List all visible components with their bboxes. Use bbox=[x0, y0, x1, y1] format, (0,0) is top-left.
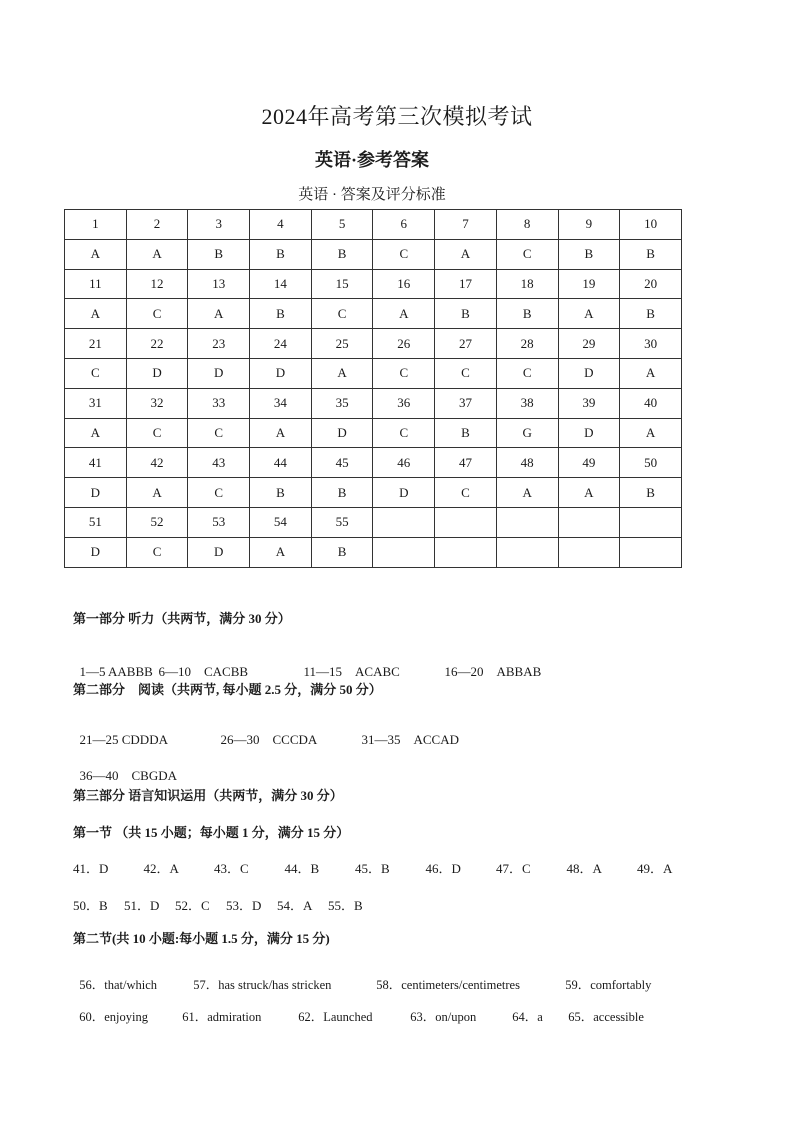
table-cell: A bbox=[435, 239, 497, 269]
table-cell: 11 bbox=[65, 269, 127, 299]
table-cell: 27 bbox=[435, 329, 497, 359]
part1-answers bbox=[73, 645, 541, 680]
table-cell: C bbox=[188, 418, 250, 448]
table-cell: A bbox=[250, 537, 312, 567]
answer-item: 45．B bbox=[355, 861, 390, 876]
table-cell: A bbox=[126, 478, 188, 508]
table-cell: 32 bbox=[126, 388, 188, 418]
table-cell: D bbox=[126, 358, 188, 388]
answer-item: 64．a bbox=[512, 1010, 543, 1024]
table-cell: 18 bbox=[496, 269, 558, 299]
table-cell: A bbox=[188, 299, 250, 329]
table-cell: 23 bbox=[188, 329, 250, 359]
table-cell: 24 bbox=[250, 329, 312, 359]
table-cell: A bbox=[558, 478, 620, 508]
answer-group: 1—5 AABBB bbox=[79, 664, 153, 679]
table-cell: C bbox=[188, 478, 250, 508]
table-cell: 21 bbox=[65, 329, 127, 359]
table-cell: C bbox=[126, 418, 188, 448]
table-cell: 16 bbox=[373, 269, 435, 299]
answer-item: 52．C bbox=[175, 898, 210, 913]
question-number-row bbox=[65, 448, 682, 478]
table-cell: 14 bbox=[250, 269, 312, 299]
answer-item: 62．Launched bbox=[298, 1010, 373, 1024]
table-cell: 50 bbox=[620, 448, 682, 478]
table-cell: C bbox=[65, 358, 127, 388]
table-cell: B bbox=[620, 299, 682, 329]
table-cell: C bbox=[373, 358, 435, 388]
table-cell: 2 bbox=[126, 210, 188, 240]
answer-row bbox=[65, 239, 682, 269]
table-cell: 35 bbox=[311, 388, 373, 418]
part2-heading: 第二部分 阅读（共两节, 每小题 2.5 分，满分 50 分） bbox=[73, 682, 382, 697]
table-cell: 34 bbox=[250, 388, 312, 418]
answer-item: 43．C bbox=[214, 861, 249, 876]
table-cell: D bbox=[188, 537, 250, 567]
part3-sec2-row1 bbox=[73, 960, 651, 993]
table-cell: C bbox=[311, 299, 373, 329]
table-cell: C bbox=[126, 299, 188, 329]
question-number-row bbox=[65, 388, 682, 418]
answer-item: 60．enjoying bbox=[79, 1010, 148, 1024]
answer-item: 54．A bbox=[277, 898, 313, 913]
table-cell: 22 bbox=[126, 329, 188, 359]
part3-heading: 第三部分 语言知识运用（共两节，满分 30 分） bbox=[73, 788, 343, 803]
table-cell: 51 bbox=[65, 507, 127, 537]
table-cell: 30 bbox=[620, 329, 682, 359]
table-cell: 36 bbox=[373, 388, 435, 418]
answer-group: 26—30 CCCDA bbox=[220, 732, 318, 747]
answer-item: 44．B bbox=[284, 861, 320, 876]
table-cell: D bbox=[65, 478, 127, 508]
table-cell: A bbox=[620, 358, 682, 388]
table-cell: 1 bbox=[65, 210, 127, 240]
table-cell: B bbox=[620, 478, 682, 508]
table-cell: 46 bbox=[373, 448, 435, 478]
answer-row bbox=[65, 358, 682, 388]
question-number-row bbox=[65, 269, 682, 299]
answer-item: 42．A bbox=[143, 861, 179, 876]
answer-item: 49．A bbox=[637, 861, 673, 876]
table-cell: D bbox=[373, 478, 435, 508]
question-number-row bbox=[65, 210, 682, 240]
table-cell: 9 bbox=[558, 210, 620, 240]
table-cell: B bbox=[496, 299, 558, 329]
answer-item: 50．B bbox=[73, 898, 108, 913]
part3-sec1-heading: 第一节 （共 15 小题；每小题 1 分，满分 15 分） bbox=[73, 825, 350, 840]
table-cell: 40 bbox=[620, 388, 682, 418]
part1-heading: 第一部分 听力（共两节，满分 30 分） bbox=[73, 611, 291, 626]
table-cell: A bbox=[558, 299, 620, 329]
table-cell: 3 bbox=[188, 210, 250, 240]
answer-row bbox=[65, 537, 682, 567]
table-cell: D bbox=[188, 358, 250, 388]
table-cell bbox=[496, 507, 558, 537]
table-cell: D bbox=[558, 418, 620, 448]
answer-item: 48．A bbox=[566, 861, 602, 876]
table-cell: 29 bbox=[558, 329, 620, 359]
table-cell bbox=[373, 537, 435, 567]
table-cell: A bbox=[65, 239, 127, 269]
table-cell: G bbox=[496, 418, 558, 448]
table-cell: 43 bbox=[188, 448, 250, 478]
table-cell: 13 bbox=[188, 269, 250, 299]
table-cell: B bbox=[558, 239, 620, 269]
table-cell: B bbox=[250, 239, 312, 269]
table-cell: 15 bbox=[311, 269, 373, 299]
answer-item: 55．B bbox=[328, 898, 363, 913]
part3-sec2-row2 bbox=[73, 992, 644, 1025]
answer-row bbox=[65, 418, 682, 448]
answer-item: 63．on/upon bbox=[410, 1010, 477, 1024]
table-cell: 39 bbox=[558, 388, 620, 418]
table-cell: 10 bbox=[620, 210, 682, 240]
table-cell: B bbox=[311, 537, 373, 567]
table-cell: 12 bbox=[126, 269, 188, 299]
table-cell: 44 bbox=[250, 448, 312, 478]
answer-group: 6—10 CACBB bbox=[158, 664, 249, 679]
table-cell: 54 bbox=[250, 507, 312, 537]
table-cell: A bbox=[65, 299, 127, 329]
table-cell: C bbox=[373, 418, 435, 448]
table-cell bbox=[373, 507, 435, 537]
table-cell bbox=[558, 537, 620, 567]
table-cell: 42 bbox=[126, 448, 188, 478]
table-cell bbox=[435, 507, 497, 537]
table-cell: B bbox=[311, 239, 373, 269]
table-cell: D bbox=[65, 537, 127, 567]
table-cell: 7 bbox=[435, 210, 497, 240]
answer-item: 65．accessible bbox=[568, 1010, 644, 1024]
table-cell: 53 bbox=[188, 507, 250, 537]
table-cell: 38 bbox=[496, 388, 558, 418]
table-cell: C bbox=[496, 358, 558, 388]
answer-row bbox=[65, 478, 682, 508]
table-cell: 6 bbox=[373, 210, 435, 240]
table-cell: D bbox=[311, 418, 373, 448]
answer-table bbox=[64, 209, 682, 568]
answer-item: 61．admiration bbox=[182, 1010, 262, 1024]
table-cell: C bbox=[126, 537, 188, 567]
table-cell: 31 bbox=[65, 388, 127, 418]
table-cell: B bbox=[188, 239, 250, 269]
question-number-row bbox=[65, 329, 682, 359]
table-cell: B bbox=[250, 478, 312, 508]
table-cell: 17 bbox=[435, 269, 497, 299]
table-cell: B bbox=[311, 478, 373, 508]
table-cell: A bbox=[496, 478, 558, 508]
part3-sec1-row2 bbox=[73, 895, 379, 914]
table-cell: 52 bbox=[126, 507, 188, 537]
question-number-row bbox=[65, 507, 682, 537]
table-cell: 47 bbox=[435, 448, 497, 478]
answer-item: 59．comfortably bbox=[565, 978, 652, 992]
table-cell: D bbox=[558, 358, 620, 388]
table-cell: C bbox=[435, 358, 497, 388]
table-cell: 26 bbox=[373, 329, 435, 359]
table-cell: A bbox=[620, 418, 682, 448]
page-title: 2024年高考第三次模拟考试 bbox=[261, 104, 533, 129]
table-cell: C bbox=[496, 239, 558, 269]
table-cell bbox=[558, 507, 620, 537]
table-cell: 19 bbox=[558, 269, 620, 299]
table-cell: 8 bbox=[496, 210, 558, 240]
page-subtitle: 英语·参考答案 bbox=[314, 150, 429, 170]
answer-item: 41．D bbox=[73, 861, 109, 876]
answer-item: 47．C bbox=[496, 861, 531, 876]
table-cell: 37 bbox=[435, 388, 497, 418]
table-cell bbox=[620, 537, 682, 567]
table-cell: A bbox=[311, 358, 373, 388]
table-cell: 33 bbox=[188, 388, 250, 418]
table-cell: B bbox=[250, 299, 312, 329]
answer-item: 56．that/which bbox=[79, 978, 158, 992]
part2-answers-b bbox=[73, 749, 177, 784]
answer-group: 21—25 CDDDA bbox=[79, 732, 168, 747]
table-cell: 4 bbox=[250, 210, 312, 240]
answer-group: 16—20 ABBAB bbox=[444, 664, 542, 679]
table-cell: A bbox=[65, 418, 127, 448]
answer-item: 57．has struck/has stricken bbox=[193, 978, 332, 992]
table-cell: D bbox=[250, 358, 312, 388]
answer-group: 11—15 ACABC bbox=[303, 664, 400, 679]
table-cell: C bbox=[435, 478, 497, 508]
table-cell: C bbox=[373, 239, 435, 269]
table-cell: B bbox=[435, 418, 497, 448]
table-cell: A bbox=[250, 418, 312, 448]
table-cell: 41 bbox=[65, 448, 127, 478]
part3-sec1-row1 bbox=[73, 858, 708, 877]
table-cell bbox=[620, 507, 682, 537]
answer-group: 31—35 ACCAD bbox=[361, 732, 460, 747]
table-cell: 55 bbox=[311, 507, 373, 537]
part3-sec2-heading: 第二节(共 10 小题:每小题 1.5 分，满分 15 分) bbox=[73, 931, 330, 946]
table-cell: B bbox=[620, 239, 682, 269]
table-cell: 20 bbox=[620, 269, 682, 299]
answer-item: 53．D bbox=[226, 898, 262, 913]
table-cell: B bbox=[435, 299, 497, 329]
table-cell: 5 bbox=[311, 210, 373, 240]
answer-item: 58．centimeters/centimetres bbox=[376, 978, 520, 992]
table-cell: A bbox=[126, 239, 188, 269]
answer-item: 51．D bbox=[124, 898, 160, 913]
table-cell: 28 bbox=[496, 329, 558, 359]
table-cell bbox=[435, 537, 497, 567]
part2-answers-a bbox=[73, 713, 459, 748]
table-cell bbox=[496, 537, 558, 567]
answer-item: 46．D bbox=[425, 861, 461, 876]
answer-row bbox=[65, 299, 682, 329]
table-cell: A bbox=[373, 299, 435, 329]
answer-group: 36—40 CBGDA bbox=[79, 768, 178, 783]
table-cell: 48 bbox=[496, 448, 558, 478]
table-caption: 英语 · 答案及评分标准 bbox=[298, 187, 446, 203]
table-cell: 25 bbox=[311, 329, 373, 359]
table-cell: 45 bbox=[311, 448, 373, 478]
table-cell: 49 bbox=[558, 448, 620, 478]
